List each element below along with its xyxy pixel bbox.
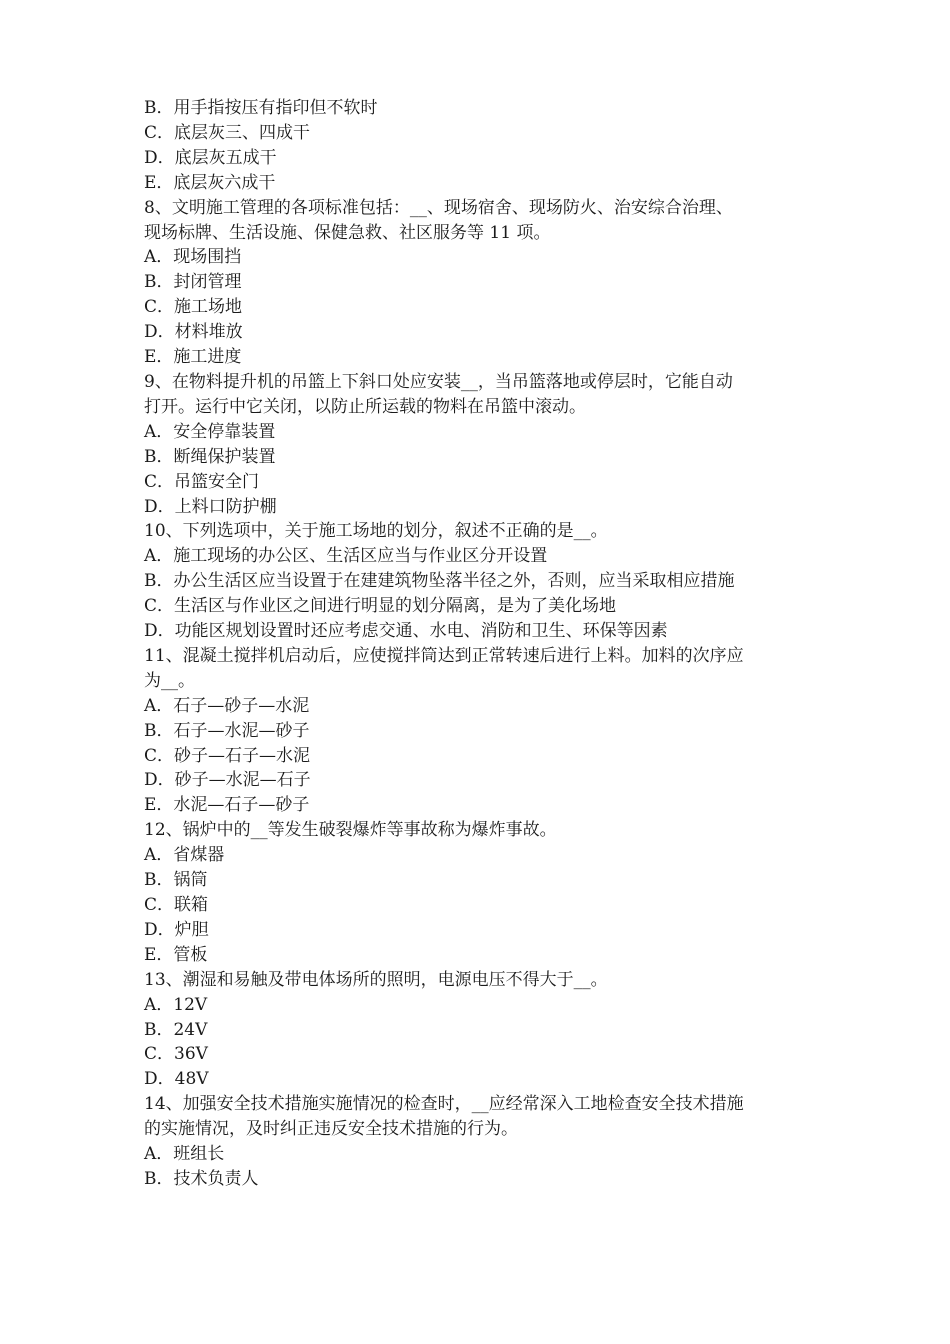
option-line: A．安全停靠装置 bbox=[144, 421, 276, 442]
option-line: B．用手指按压有指印但不软时 bbox=[144, 98, 378, 118]
option-line: C．联箱 bbox=[144, 895, 209, 915]
option-line: A．现场围挡 bbox=[144, 247, 242, 268]
option-line: A．班组长 bbox=[144, 1144, 225, 1165]
option-line: B．石子—水泥—砂子 bbox=[144, 720, 310, 741]
option-line: B．断绳保护装置 bbox=[144, 446, 276, 467]
question-14-line-2: 的实施情况，及时纠正违反安全技术措施的行为。 bbox=[144, 1119, 518, 1140]
option-line: B．办公生活区应当设置于在建建筑物坠落半径之外，否则，应当采取相应措施 bbox=[144, 571, 735, 592]
option-line: D．炉胆 bbox=[144, 919, 209, 940]
option-line: A．12V bbox=[144, 994, 208, 1015]
question-14-line-1: 14、加强安全技术措施实施情况的检查时，__应经常深入工地检查安全技术措施 bbox=[144, 1094, 744, 1115]
option-line: B．锅筒 bbox=[144, 870, 208, 891]
option-line: E．管板 bbox=[144, 944, 208, 965]
question-10-line: 10、下列选项中，关于施工场地的划分，叙述不正确的是__。 bbox=[144, 521, 608, 542]
question-13-line: 13、潮湿和易触及带电体场所的照明，电源电压不得大于__。 bbox=[144, 969, 608, 990]
option-line: B．技术负责人 bbox=[144, 1168, 259, 1189]
option-line: D．砂子—水泥—石子 bbox=[144, 770, 311, 791]
option-line: D．功能区规划设置时还应考虑交通、水电、消防和卫生、环保等因素 bbox=[144, 621, 668, 642]
option-line: A．石子—砂子—水泥 bbox=[144, 695, 310, 716]
option-line: E．底层灰六成干 bbox=[144, 172, 276, 193]
option-line: C．吊篮安全门 bbox=[144, 471, 260, 492]
option-line: E．施工进度 bbox=[144, 347, 242, 368]
option-line: C．生活区与作业区之间进行明显的划分隔离，是为了美化场地 bbox=[144, 596, 617, 617]
question-9-line-1: 9、在物料提升机的吊篮上下斜口处应安装__，当吊篮落地或停层时，它能自动 bbox=[144, 371, 733, 392]
option-line: D．上料口防护棚 bbox=[144, 496, 277, 517]
option-line: D．48V bbox=[144, 1069, 209, 1090]
option-line: A．省煤器 bbox=[144, 845, 225, 866]
option-line: D．底层灰五成干 bbox=[144, 147, 277, 168]
option-line: C．施工场地 bbox=[144, 297, 243, 318]
option-line: B．封闭管理 bbox=[144, 272, 242, 293]
question-11-line-2: 为__。 bbox=[144, 670, 195, 691]
question-9-line-2: 打开。运行中它关闭，以防止所运载的物料在吊篮中滚动。 bbox=[144, 396, 586, 417]
option-line: E．水泥—石子—砂子 bbox=[144, 795, 310, 816]
option-line: C．36V bbox=[144, 1044, 208, 1065]
question-text-block bbox=[144, 96, 824, 1192]
question-8-line-1: 8、文明施工管理的各项标准包括：__、现场宿舍、现场防火、治安综合治理、 bbox=[144, 197, 733, 218]
question-8-line-2: 现场标牌、生活设施、保健急救、社区服务等 11 项。 bbox=[144, 222, 551, 243]
option-line: A．施工现场的办公区、生活区应当与作业区分开设置 bbox=[144, 546, 548, 567]
question-11-line-1: 11、混凝土搅拌机启动后，应使搅拌筒达到正常转速后进行上料。加料的次序应 bbox=[144, 645, 744, 666]
option-line: D．材料堆放 bbox=[144, 322, 243, 343]
option-line: B．24V bbox=[144, 1019, 208, 1040]
option-line: C．底层灰三、四成干 bbox=[144, 122, 311, 143]
option-line: C．砂子—石子—水泥 bbox=[144, 745, 311, 766]
question-12-line: 12、锅炉中的__等发生破裂爆炸等事故称为爆炸事故。 bbox=[144, 820, 557, 841]
